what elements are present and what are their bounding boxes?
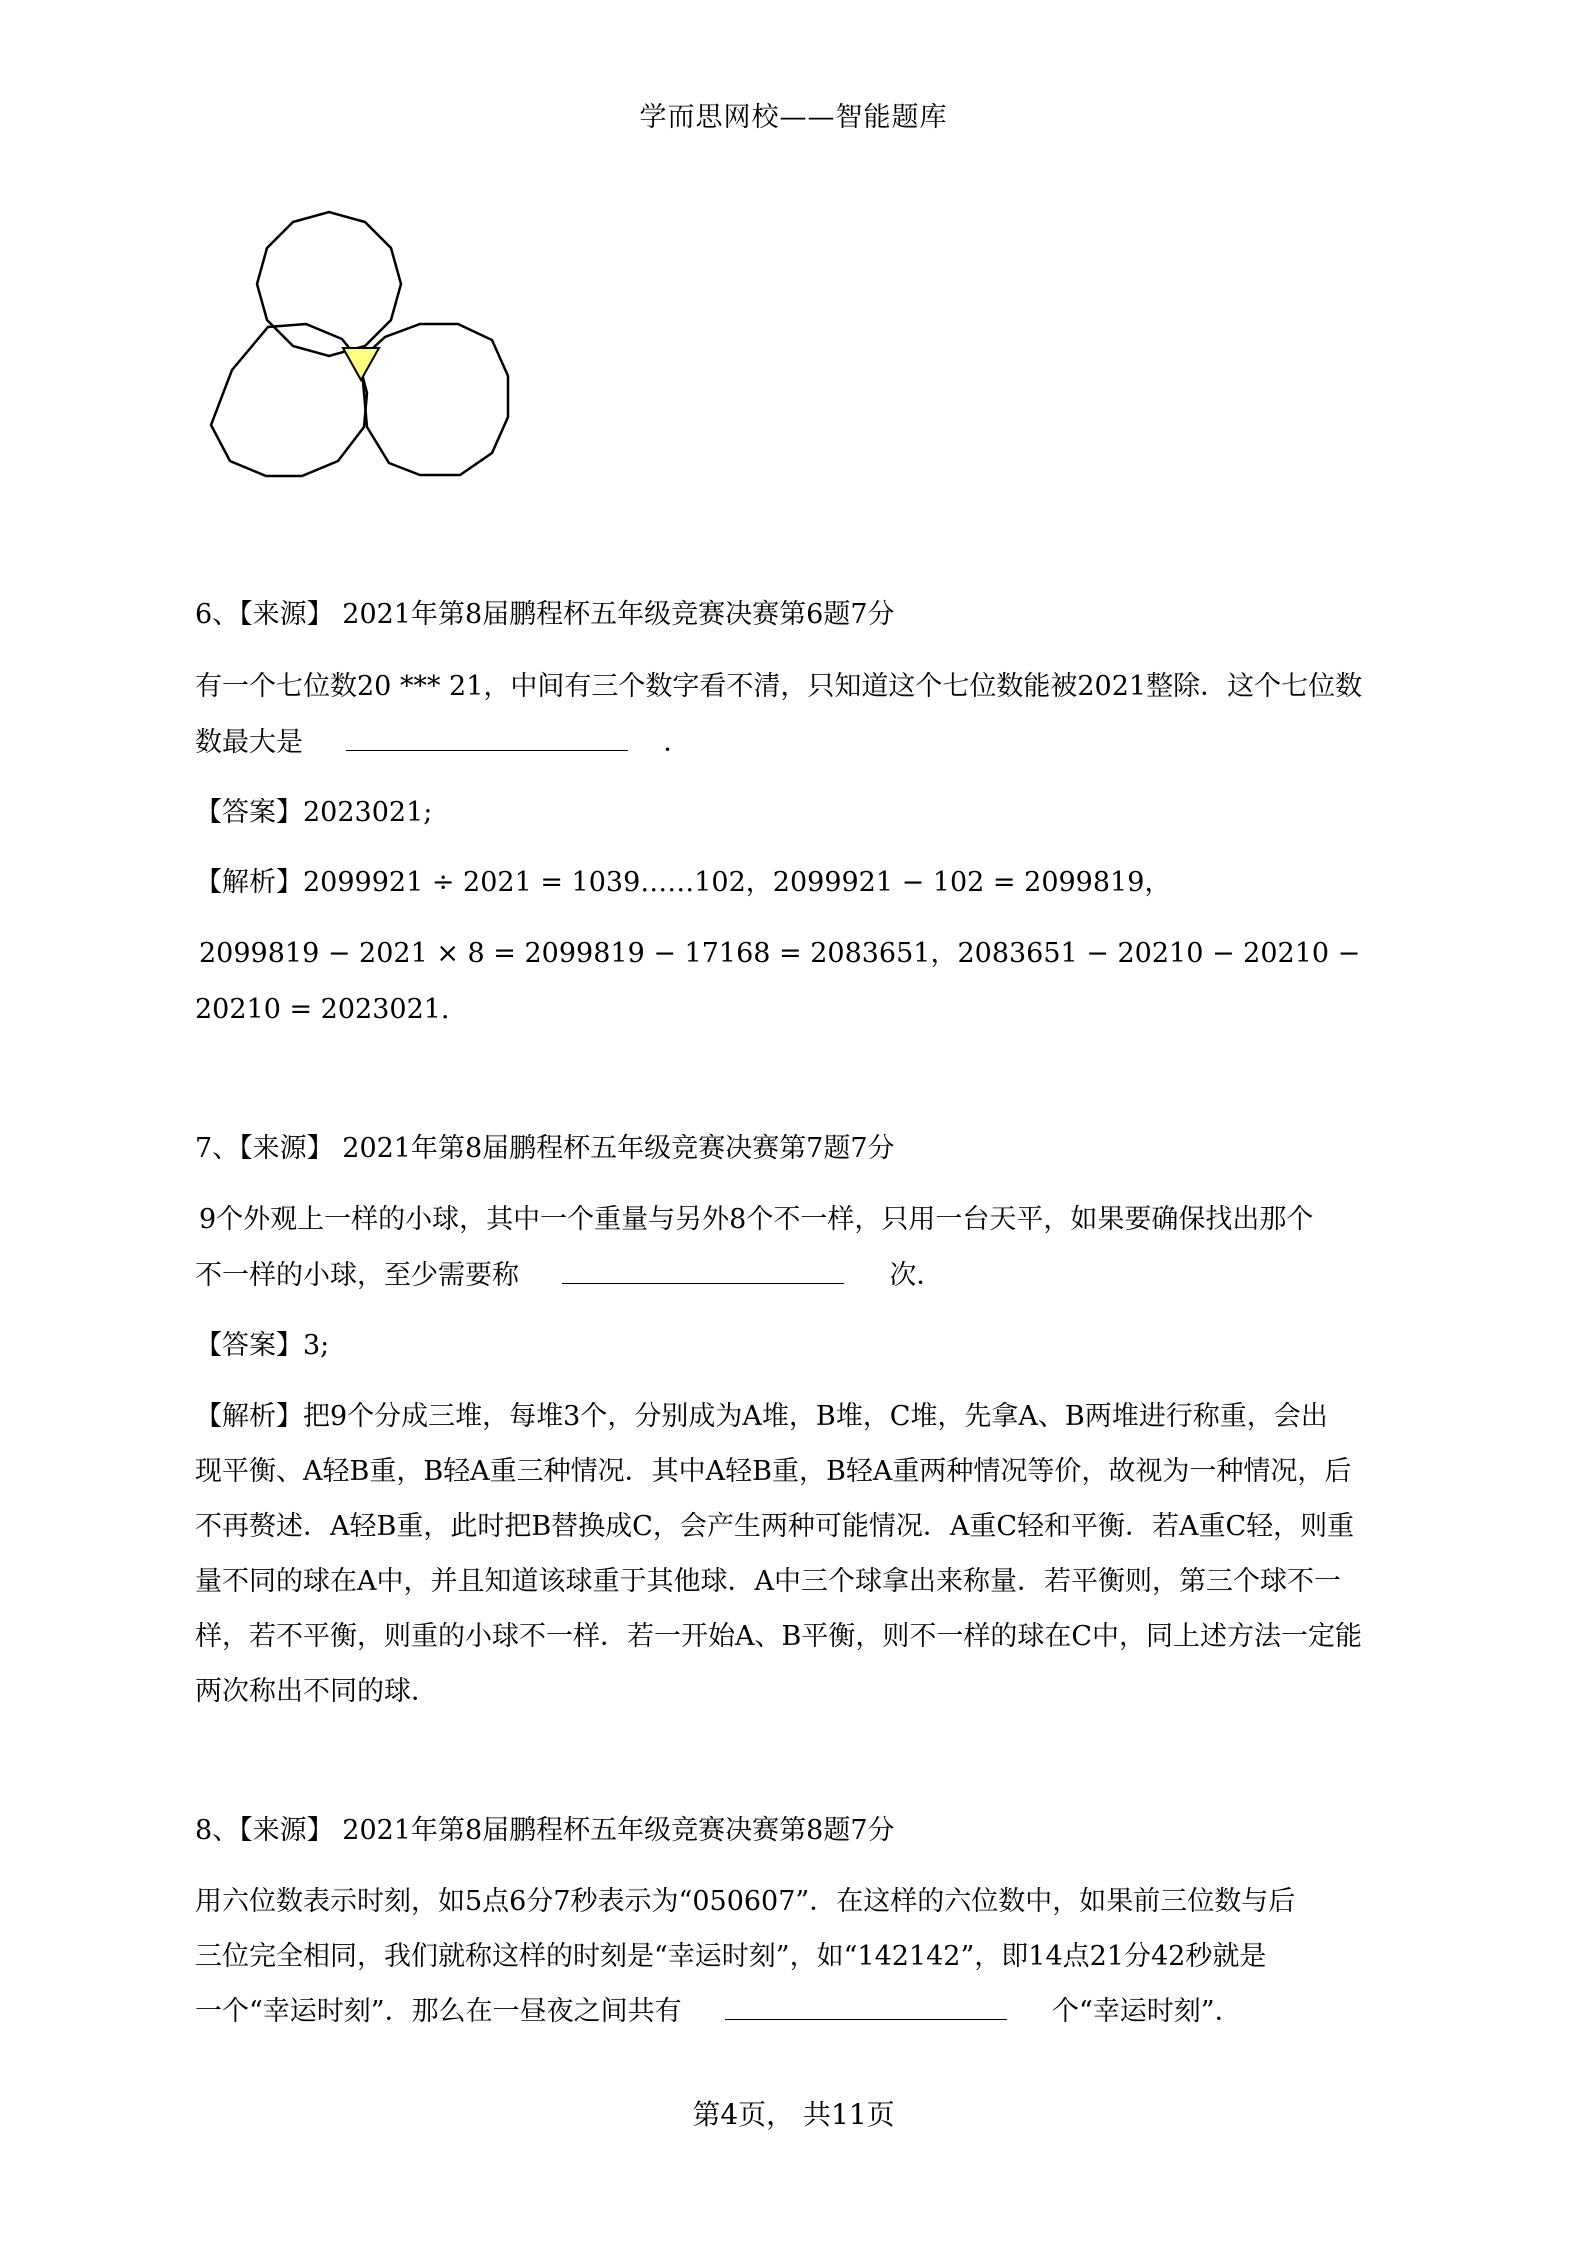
page-header: 学而思网校——智能题库 bbox=[639, 102, 948, 133]
q7-stem-line1: 9个外观上一样的小球，其中一个重量与另外8个不一样，只用一台天平，如果要确保找出那个 bbox=[199, 1204, 1314, 1235]
dodecagon-right bbox=[361, 324, 508, 475]
q7-analysis-line3: 不再赘述．A轻B重，此时把B替换成C，会产生两种可能情况．A重C轻和平衡．若A重C轻，则重 bbox=[195, 1511, 1355, 1542]
q7-stem-line2 bbox=[195, 1259, 943, 1293]
q7-analysis-line1: 【解析】把9个分成三堆，每堆3个，分别成为A堆，B堆，C堆，先拿A、B两堆进行称重，会出 bbox=[195, 1401, 1328, 1432]
q8-stem-line2: 三位完全相同，我们就称这样的时刻是“幸运时刻”，如“142142”，即14点21分42秒就是 bbox=[195, 1941, 1267, 1972]
yellow-triangle bbox=[343, 348, 379, 380]
page-footer: 第4页， 共11页 bbox=[692, 2098, 895, 2131]
q7-analysis-line2: 现平衡、A轻B重，B轻A重三种情况．其中A轻B重，B轻A重两种情况等价，故视为一种情况，后 bbox=[195, 1456, 1352, 1487]
q8-answer-blank[interactable] bbox=[725, 1995, 1007, 2020]
q6-analysis-line2: 2099819 − 2021 × 8 = 2099819 − 17168 = 2083651，2083651 − 20210 − 20210 − bbox=[199, 938, 1361, 969]
dodecagon-left bbox=[211, 324, 367, 476]
q7-stem-text: 不一样的小球，至少需要称 bbox=[195, 1260, 519, 1291]
q7-analysis-line5: 样，若不平衡，则重的小球不一样．若一开始A、B平衡，则不一样的球在C中，同上述方法一定能 bbox=[195, 1621, 1362, 1652]
q7-source: 7、【来源】 2021年第8届鹏程杯五年级竞赛决赛第7题7分 bbox=[195, 1133, 895, 1164]
q8-source: 8、【来源】 2021年第8届鹏程杯五年级竞赛决赛第8题7分 bbox=[195, 1815, 895, 1846]
q6-answer: 【答案】2023021; bbox=[195, 797, 433, 828]
q6-stem-text: 数最大是 bbox=[195, 727, 303, 758]
q7-analysis-line6: 两次称出不同的球． bbox=[195, 1676, 438, 1707]
q8-stem-line3 bbox=[195, 1995, 1242, 2029]
q6-source: 6、【来源】 2021年第8届鹏程杯五年级竞赛决赛第6题7分 bbox=[195, 599, 895, 630]
q8-stem-line1: 用六位数表示时刻，如5点6分7秒表示为“050607”．在这样的六位数中，如果前三位数与后 bbox=[195, 1886, 1296, 1917]
q7-stem-end: 次． bbox=[889, 1260, 944, 1291]
q8-stem-end: 个“幸运时刻”． bbox=[1051, 1996, 1242, 2027]
q7-answer: 【答案】3; bbox=[195, 1330, 330, 1361]
q6-stem-line1: 有一个七位数20 *** 21，中间有三个数字看不清，只知道这个七位数能被2021整除．这个七位数 bbox=[195, 671, 1363, 702]
q6-stem-end: ． bbox=[663, 727, 691, 758]
q7-answer-blank[interactable] bbox=[562, 1259, 844, 1284]
q6-analysis-line3: 20210 = 2023021. bbox=[195, 994, 450, 1025]
q6-answer-blank[interactable] bbox=[346, 726, 628, 751]
q8-stem-text: 一个“幸运时刻”．那么在一昼夜之间共有 bbox=[195, 1996, 682, 2027]
three-dodecagons-figure bbox=[205, 205, 525, 495]
q6-stem-line2 bbox=[195, 726, 690, 760]
q7-analysis-line4: 量不同的球在A中，并且知道该球重于其他球．A中三个球拿出来称量．若平衡则，第三个球不一 bbox=[195, 1566, 1341, 1597]
q6-analysis-line1: 【解析】2099921 ÷ 2021 = 1039……102，2099921 − 102 = 2099819， bbox=[195, 867, 1172, 898]
